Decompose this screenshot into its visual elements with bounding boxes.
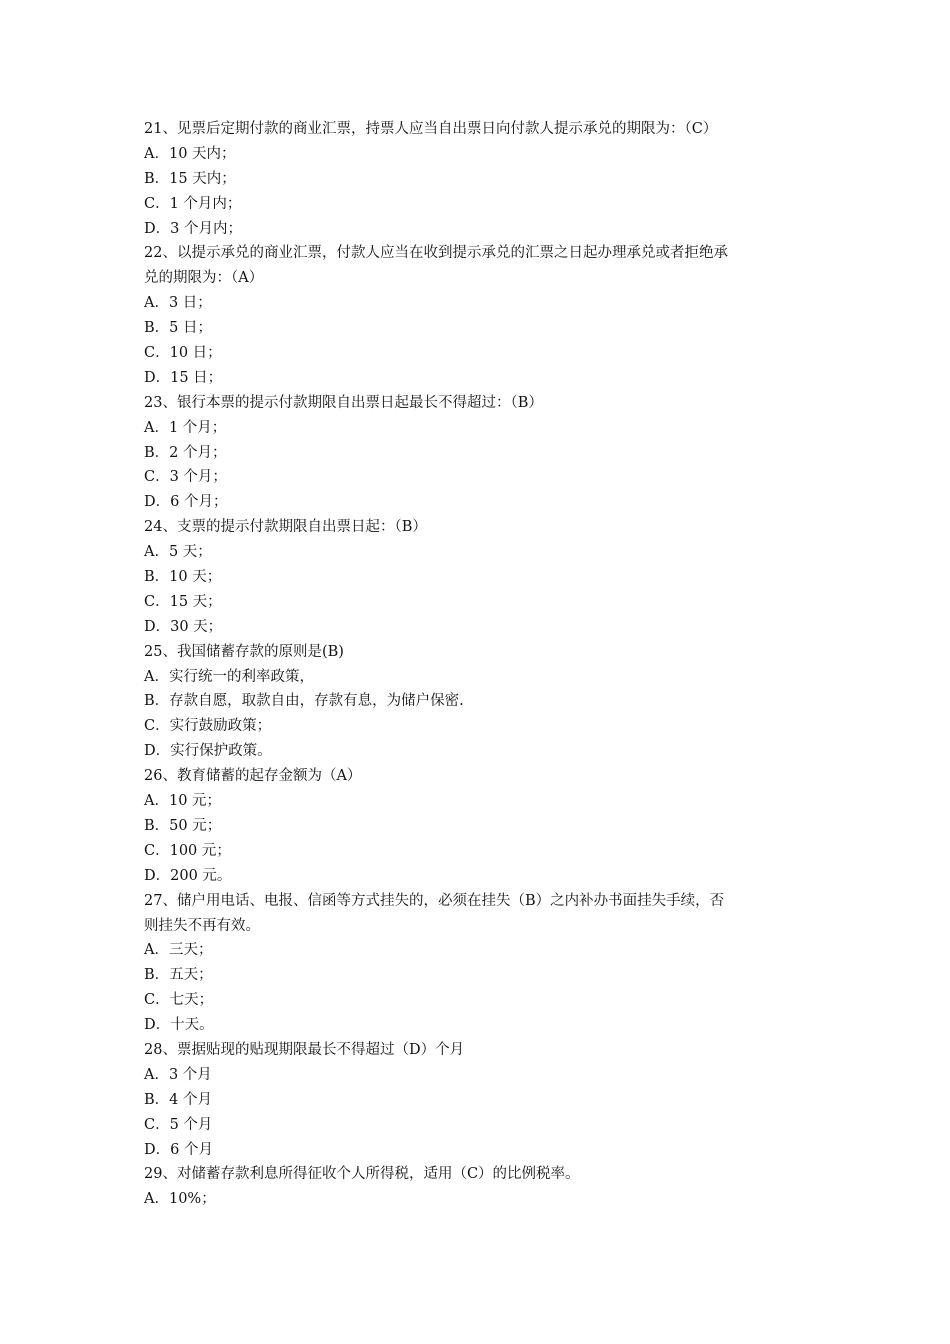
question-text: 21、见票后定期付款的商业汇票，持票人应当自出票日向付款人提示承兑的期限为：（C） (144, 121, 718, 137)
option-b: B．存款自愿，取款自由，存款有息，为储户保密. (144, 693, 464, 710)
question-text: 23、银行本票的提示付款期限自出票日起最长不得超过：（B） (144, 394, 543, 411)
question-27 (144, 889, 814, 1038)
option-b: B．15 天内； (144, 170, 236, 187)
option-d: D．6 个月； (144, 494, 228, 511)
question-29 (144, 1162, 814, 1212)
option-d: D．实行保护政策。 (144, 743, 272, 760)
option-d: D．6 个月 (144, 1141, 213, 1158)
option-a: A．三天； (144, 942, 213, 959)
option-b: B．10 天； (144, 569, 222, 586)
option-a: A．10 元； (144, 793, 222, 810)
option-b: B．50 元； (144, 817, 222, 834)
option-c: C．15 天； (144, 593, 222, 610)
option-d: D．十天。 (144, 1017, 214, 1034)
question-23 (144, 391, 814, 515)
option-c: C．100 元； (144, 842, 231, 859)
question-text: 29、对储蓄存款利息所得征收个人所得税，适用（C）的比例税率。 (144, 1166, 580, 1183)
question-text: 28、票据贴现的贴现期限最长不得超过（D）个月 (144, 1041, 465, 1058)
question-text: 25、我国储蓄存款的原则是(B) (144, 643, 344, 660)
option-c: C．10 日； (144, 345, 222, 362)
question-text: 24、支票的提示付款期限自出票日起：（B） (144, 519, 427, 536)
option-a: A．10%； (144, 1191, 216, 1208)
option-d: D．30 天； (144, 618, 223, 635)
question-text: 27、储户用电话、电报、信函等方式挂失的，必须在挂失（B）之内补办书面挂失手续，否 (144, 892, 725, 909)
option-c: C．七天； (144, 992, 214, 1009)
question-21 (144, 117, 814, 241)
option-c: C．3 个月； (144, 469, 227, 486)
question-text: 22、以提示承兑的商业汇票，付款人应当在收到提示承兑的汇票之日起办理承兑或者拒绝承 (144, 245, 728, 262)
question-24 (144, 515, 814, 639)
question-22 (144, 241, 814, 390)
question-text: 26、教育储蓄的起存金额为（A） (144, 768, 362, 785)
option-a: A．5 天； (144, 544, 212, 561)
question-28 (144, 1038, 814, 1162)
question-26 (144, 764, 814, 888)
option-a: A．1 个月； (144, 419, 227, 436)
option-b: B．5 日； (144, 320, 212, 337)
option-a: A．实行统一的利率政策， (144, 668, 314, 685)
question-list (144, 117, 814, 1212)
option-b: B．4 个月 (144, 1091, 212, 1108)
question-text-continued: 兑的期限为：（A） (144, 270, 264, 287)
option-d: D．3 个月内； (144, 220, 242, 237)
question-text-continued: 则挂失不再有效。 (144, 917, 260, 934)
option-a: A．3 日； (144, 295, 212, 312)
option-a: A．10 天内； (144, 145, 236, 162)
question-25 (144, 640, 814, 764)
option-c: C．1 个月内； (144, 195, 242, 212)
option-c: C．5 个月 (144, 1116, 213, 1133)
option-a: A．3 个月 (144, 1066, 212, 1083)
option-d: D．15 日； (144, 369, 223, 386)
option-b: B．五天； (144, 967, 213, 984)
option-b: B．2 个月； (144, 444, 227, 461)
option-d: D．200 元。 (144, 867, 232, 884)
option-c: C．实行鼓励政策； (144, 718, 272, 735)
